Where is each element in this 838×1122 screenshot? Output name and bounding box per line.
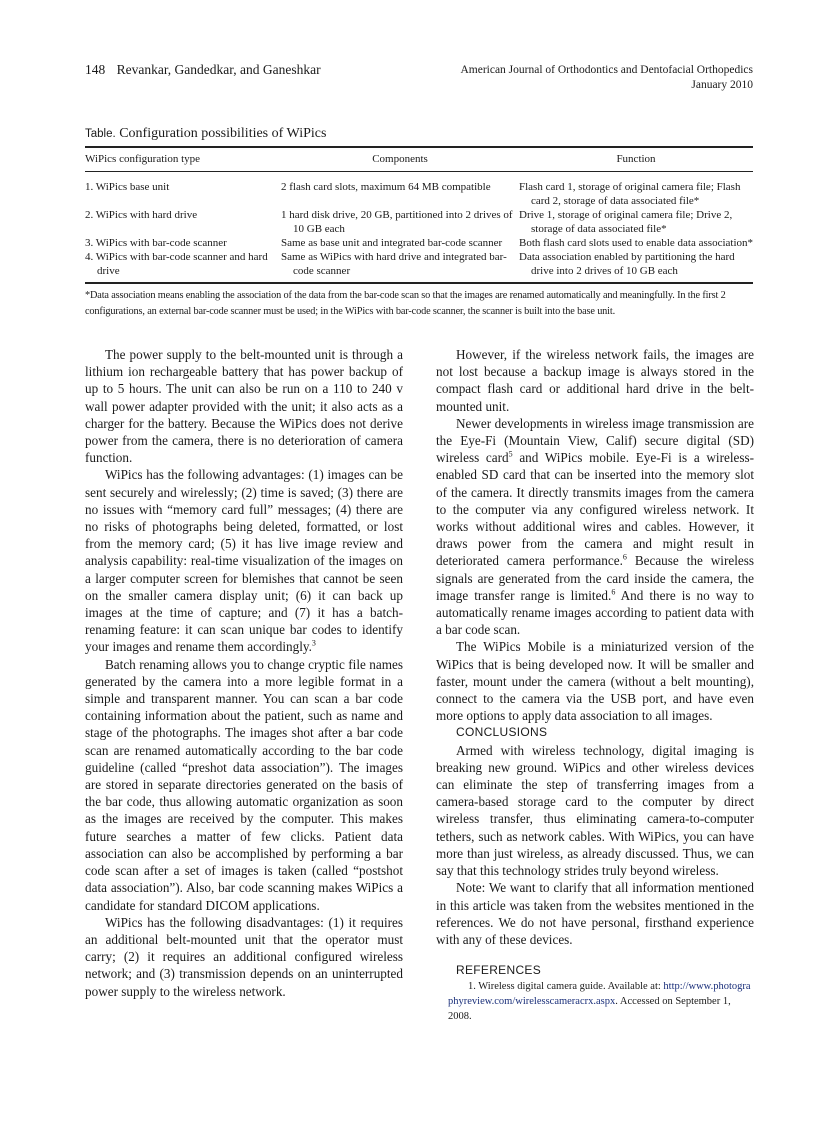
page-number: 148 (85, 62, 106, 77)
col-header-type: WiPics configuration type (85, 153, 201, 165)
paragraph (85, 466, 403, 655)
journal-name: American Journal of Orthodontics and Dentofacial Orthopedics (460, 64, 753, 76)
table-footnote: *Data association means enabling the association of the data from the bar-code scan so that the images are renamed automatically and meaningfully. In the first 2 configurations, an external bar-code scanner must be used; in the WiPics with bar-code scanner, the scanner is built into the base unit. (85, 290, 726, 317)
col-header-function: Function (616, 153, 656, 165)
cell: Drive 1, storage of original camera file; Drive 2, storage of data associated file* (519, 209, 733, 235)
paragraph-text: WiPics has the following advantages: (1) images can be sent securely and wirelessly; (2) time is saved; (3) there are no issues with “memory card full” messages; (4) there are no risks of photographs being deleted, formatted, or lost from the memory card; (5) it has live image review and analysis capability: real-time visualization of the images on a larger computer screen for blemishes that cannot be seen on the smaller camera display unit; (6) it can back up images at the time of capture; and (7) it has a batch-renaming feature: it can scan unique bar codes to identify your images and rename them accordingly. (85, 467, 403, 655)
config-table-block (85, 126, 753, 320)
cell: Flash card 1, storage of original camera file; Flash card 2, storage of data associated file* (519, 181, 741, 207)
paragraph-text: And there is no way to automatically rename images according to patient data with a bar code scan. (436, 587, 754, 638)
reference-link[interactable]: http://www.photographyreview.com/wirelesscameracrx.aspx (448, 981, 751, 1008)
table-caption (85, 126, 753, 142)
paragraph: Batch renaming allows you to change cryptic file names generated by the camera into a more legible format in a simple and transparent manner. You can scan a bar code containing information about the patient, such as name and stage of the photographs. The images shot after a bar code scan are renamed automatically according to the bar code guideline (called “preshot data association”). The images are stored in separate directories generated on the basis of the bar code, thus allowing automatic organization as soon as the images are received by the computer. This makes future searches a matter of few clicks. Patient data association can also be accomplished by performing a bar code scan after a set of images is taken (called “postshot data association”). Also, bar code scanning makes WiPics a candidate for standard DICOM applications. (85, 656, 403, 913)
cell: Same as WiPics with hard drive and integrated bar-code scanner (281, 251, 507, 277)
cell: 1. WiPics base unit (85, 181, 170, 193)
citation[interactable]: 6 (611, 587, 616, 597)
paragraph-text: Because the wireless signals are generated from the card inside the camera, the image transfer range is limited. (436, 553, 754, 603)
table-row (85, 250, 753, 283)
table-row (85, 208, 753, 236)
paragraph: WiPics has the following disadvantages: (1) it requires an additional belt-mounted unit that the operator must carry; (2) it requires an additional configured wireless network; and (3) transmission depends on an uninterrupted power supply to the wireless network. (85, 914, 403, 999)
paragraph: The WiPics Mobile is a miniaturized version of the WiPics that is being developed now. It will be smaller and faster, mount under the camera (without a belt mounting), connect to the camera via the USB port, and have even more options to apply data association to all images. (436, 639, 754, 724)
left-column (85, 346, 403, 1000)
col-header-components: Components (372, 153, 428, 165)
paragraph: The power supply to the belt-mounted unit is through a lithium ion rechargeable battery that has power backup of up to 5 hours. The unit can also be run on a 110 to 240 v wall power adapter provided with the unit; it also acts as a charger for the battery. Because the WiPics does not derive power from the camera, there is no deterioration of camera function. (85, 347, 403, 466)
cell: Both flash card slots used to enable data association* (519, 237, 753, 249)
paragraph-text: and WiPics mobile. Eye-Fi is a wireless-enabled SD card that can be inserted into the memory slot of the camera. It directly transmits images from the camera to the computer via any configured wireless network. It works without additional wires and cables. However, it draws power from the camera and might result in deteriorated camera performance. (436, 450, 754, 569)
section-heading-conclusions: CONCLUSIONS (456, 725, 548, 740)
paragraph: Armed with wireless technology, digital imaging is breaking new ground. WiPics and other wireless devices can eliminate the step of transferring images from a camera-based storage card to the computer by direct wireless transfer, thus eliminating camera-to-computer tethers, such as network cables. With WiPics, you can have more than just wireless, as already discussed. Thus, we can say that this technology strides truly beyond wireless. (436, 742, 754, 879)
paragraph (436, 415, 754, 639)
section-heading-references: REFERENCES (456, 963, 542, 978)
running-header-left (85, 62, 321, 78)
table-header-row (85, 147, 753, 172)
paragraph: However, if the wireless network fails, the images are not lost because a backup image is always stored in the compact flash card or additional hard drive in the belt-mounted unit. (436, 347, 754, 414)
citation[interactable]: 6 (622, 553, 627, 563)
reference-text: 1. Wireless digital camera guide. Available at: (468, 981, 664, 993)
authors: Revankar, Gandedkar, and Ganeshkar (116, 62, 321, 77)
cell: 2 flash card slots, maximum 64 MB compatible (281, 181, 491, 193)
table-row (85, 172, 753, 209)
table-label: Table. (85, 128, 116, 140)
citation[interactable]: 3 (311, 639, 316, 649)
right-column (436, 346, 754, 1024)
table-title: Configuration possibilities of WiPics (119, 126, 327, 141)
reference-text: . Accessed on September 1, 2008. (448, 996, 731, 1023)
table-row (85, 236, 753, 250)
issue-date: January 2010 (691, 79, 753, 91)
paragraph-text: Newer developments in wireless image transmission are the Eye-Fi (Mountain View, Calif) secure digital (SD) wireless card (436, 415, 754, 466)
cell: 2. WiPics with hard drive (85, 209, 198, 221)
cell: Same as base unit and integrated bar-code scanner (281, 237, 503, 249)
config-table (85, 146, 753, 284)
reference-item (436, 979, 754, 1024)
running-header-right (460, 63, 753, 93)
cell: Data association enabled by partitioning the hard drive into 2 drives of 10 GB each (519, 251, 735, 277)
cell: 3. WiPics with bar-code scanner (85, 237, 227, 249)
cell: 1 hard disk drive, 20 GB, partitioned into 2 drives of 10 GB each (281, 209, 513, 235)
paragraph: Note: We want to clarify that all information mentioned in this article was taken from the websites mentioned in the references. We do not have personal, firsthand experience with any of these devices. (436, 880, 754, 947)
cell: 4. WiPics with bar-code scanner and hard drive (85, 251, 268, 277)
citation[interactable]: 5 (508, 449, 513, 459)
